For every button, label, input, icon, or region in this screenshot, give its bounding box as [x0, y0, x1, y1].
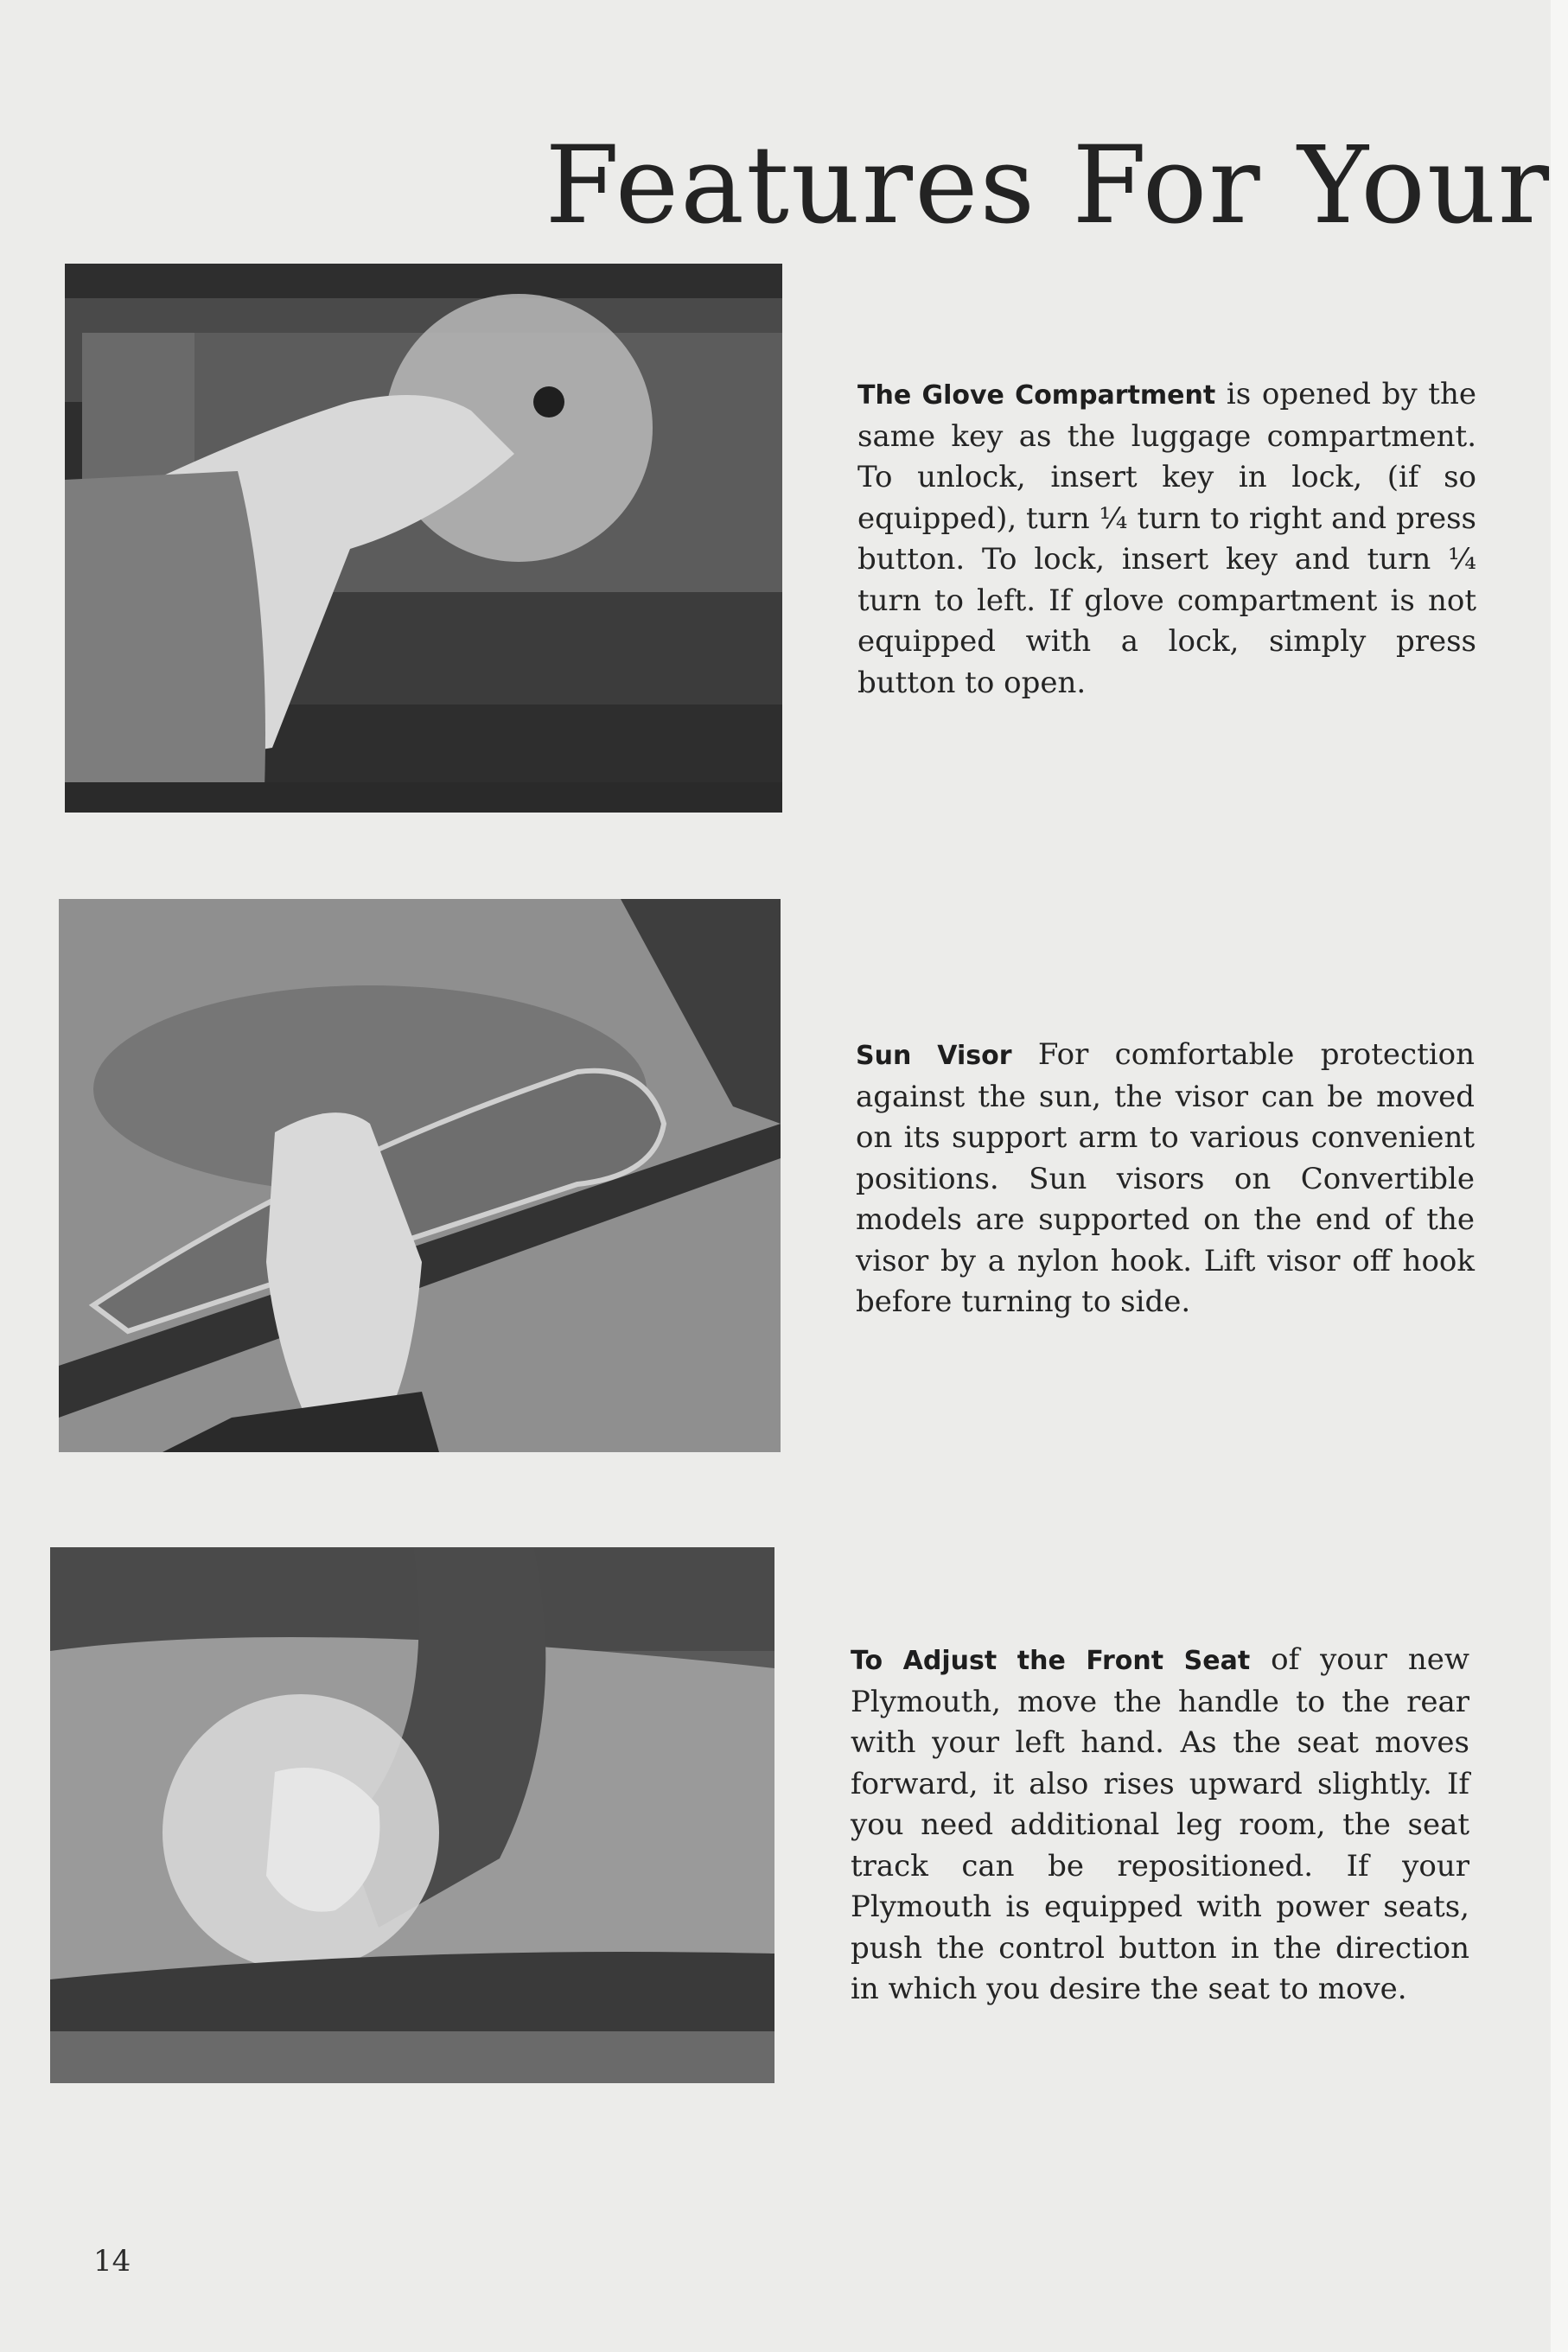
page-number: 14	[93, 2244, 131, 2279]
sun-visor-text: For comfortable protection against the sun, the visor can be moved on its support arm to various convenient positions. Sun visors on Convertible models are supported on the end of the visor by a nylon hook. Lift visor off hook before turning to side.	[856, 1037, 1475, 1319]
glove-compartment-photo	[65, 264, 782, 813]
sun-visor-photo	[59, 899, 781, 1452]
page-edge	[1551, 0, 1568, 2352]
front-seat-caption	[851, 1640, 1469, 2011]
glove-compartment-heading: The Glove Compartment	[857, 380, 1216, 411]
sun-visor-caption	[856, 1035, 1475, 1323]
front-seat-text: of your new Plymouth, move the handle to the rear with your left hand. As the seat moves forward, it also rises upward slightly. If you need additional leg room, the seat track can be repositioned. If your Plymouth is equipped with power seats, push the control button in the direction in which you desire the seat to move.	[851, 1642, 1469, 2006]
front-seat-heading: To Adjust the Front Seat	[851, 1646, 1251, 1676]
glove-compartment-text: is opened by the same key as the luggage compartment. To unlock, insert key in lock, (if so equipped), turn ¼ turn to right and press button. To lock, insert key and turn ¼ turn to left. If glove compartment is not equipped with a lock, simply press button to open.	[857, 377, 1476, 700]
glove-compartment-caption	[857, 374, 1476, 704]
sun-visor-heading: Sun Visor	[856, 1041, 1012, 1071]
page-title: Features For Your	[545, 124, 1551, 249]
front-seat-photo	[50, 1547, 774, 2083]
